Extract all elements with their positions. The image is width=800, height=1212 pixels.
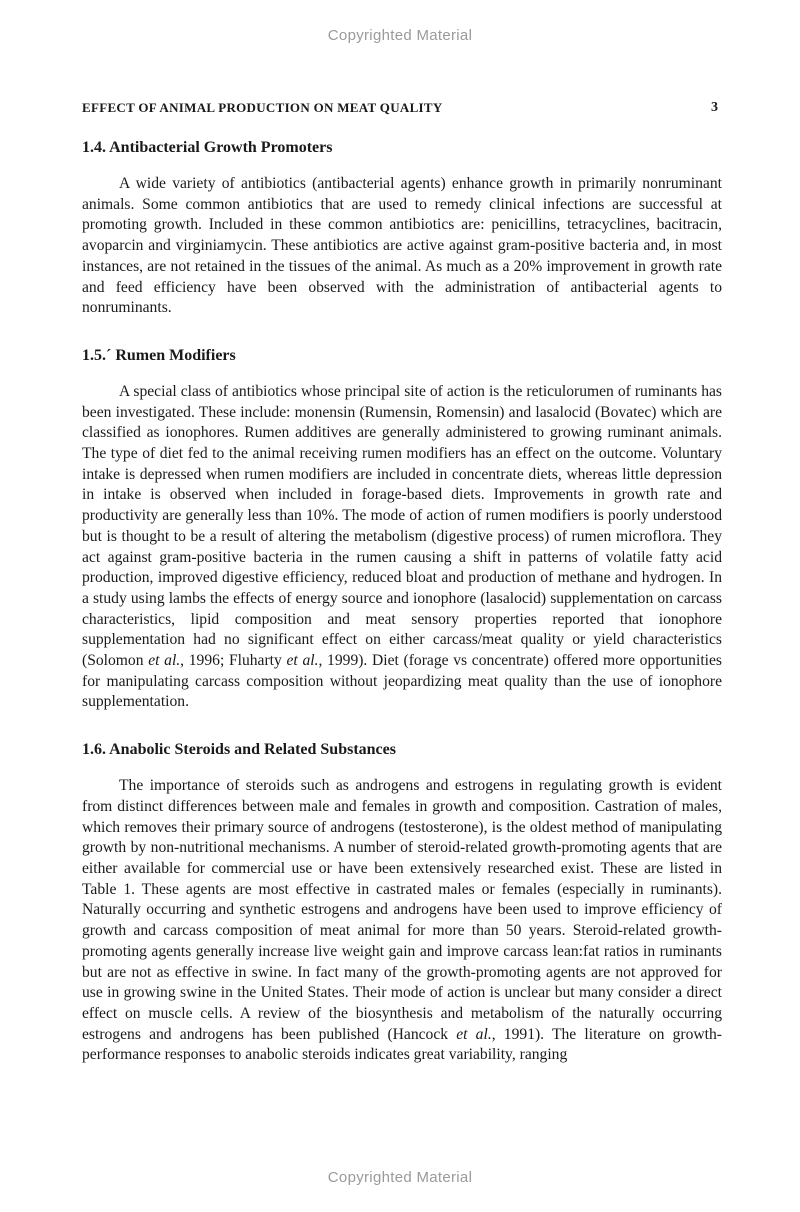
page-body (82, 139, 722, 1066)
paragraph-antibacterial: A wide variety of antibiotics (antibacterial agents) enhance growth in primarily nonruminant animals. Some common antibiotics that are used to remedy clinical infections are successful at promoting growth. Included in these common antibiotics are: penicillins, tetracyclines, bacitracin, avoparcin and virginiamycin. These antibiotics are active against gram-positive bacteria and, in most instances, are not retained in the tissues of the animal. As much as a 20% improvement in growth rate and feed efficiency have been observed with the administration of antibacterial agents to nonruminants. (82, 175, 722, 317)
section-heading-rumen-modifiers: 1.5.´ Rumen Modifiers (82, 346, 236, 364)
section-heading-antibacterial: 1.4. Antibacterial Growth Promoters (82, 139, 333, 156)
section-heading-anabolic-steroids: 1.6. Anabolic Steroids and Related Substances (82, 741, 396, 759)
copyright-watermark-top: Copyrighted Material (327, 27, 473, 44)
copyright-watermark-bottom: Copyrighted Material (327, 1169, 473, 1186)
paragraph-anabolic-steroids: The importance of steroids such as androgens and estrogens in regulating growth is evident from distinct differences between male and females in growth and composition. Castration of males, which removes their primary source of androgens (testosterone), is the oldest method of manipulating growth by non-nutritional mechanisms. A number of steroid-related growth-promoting agents that are either available for commercial use or have been extensively researched exist. These are listed in Table 1. These agents are most effective in castrated males or females (especially in ruminants). Naturally occurring and synthetic estrogens and androgens have been used to improve efficiency of growth and carcass composition of meat animal for more than 50 years. Steroid-related growth-promoting agents generally increase live weight gain and improve carcass lean:fat ratios in ruminants but are not as effective in swine. In fact many of the growth-promoting agents are not approved for use in growing swine in the United States. Their mode of action is unclear but many consider a direct effect on muscle cells. A review of the biosynthesis and metabolism of the naturally occurring estrogens and androgens has been published (Hancock et al., 1991). The literature on growth-performance responses to anabolic steroids indicates great variability, ranging (82, 777, 723, 1064)
paragraph-rumen-modifiers: A special class of antibiotics whose principal site of action is the reticulorumen of ruminants has been investigated. These include: monensin (Rumensin, Romensin) and lasalocid (Bovatec) which are classified as ionophores. Rumen additives are generally administered to growing ruminant animals. The type of diet fed to the animal receiving rumen modifiers has an effect on the outcome. Voluntary intake is depressed when rumen modifiers are included in concentrate diets, whereas little depression in intake is observed when included in forage-based diets. Improvements in growth rate and productivity are generally less than 10%. The mode of action of rumen modifiers is poorly understood but is thought to be a result of altering the metabolism (digestive process) of rumen microflora. They act against gram-positive bacteria in the rumen causing a shift in patterns of volatile fatty acid production, improved digestive efficiency, reduced bloat and production of methane and hydrogen. In a study using lambs the effects of energy source and ionophore (lasalocid) supplementation on carcass characteristics, lipid composition and meat sensory properties reported that ionophore supplementation had no significant effect on either carcass/meat quality or yield characteristics (Solomon et al., 1996; Fluharty et al., 1999). Diet (forage vs concentrate) offered more opportunities for manipulating carcass composition without jeopardizing meat quality than the use of ionophore supplementation. (82, 382, 722, 711)
page-number: 3 (711, 100, 718, 115)
running-head-title: EFFECT OF ANIMAL PRODUCTION ON MEAT QUALITY (82, 100, 443, 115)
